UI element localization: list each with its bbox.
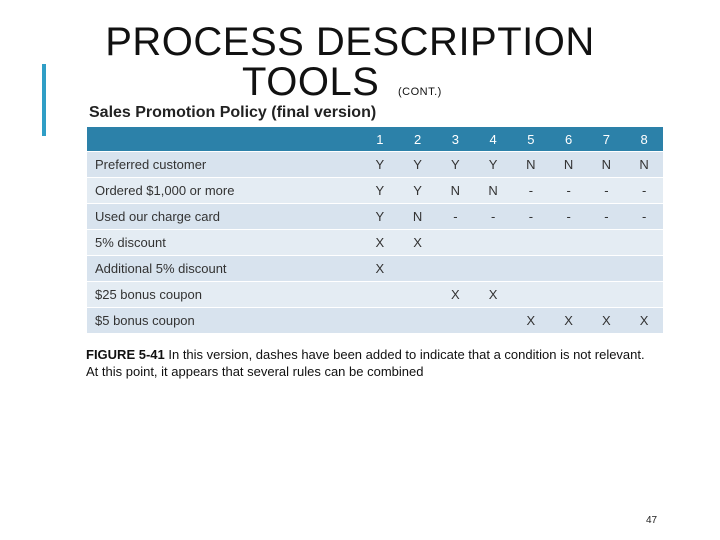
slide-title-line1: PROCESS DESCRIPTION xyxy=(105,20,595,64)
rule-cell xyxy=(588,256,626,282)
rule-header: 1 xyxy=(361,127,399,152)
table-row xyxy=(87,282,663,308)
rule-cell: X xyxy=(588,308,626,334)
table-title: Sales Promotion Policy (final version) xyxy=(89,104,377,121)
rule-cell xyxy=(437,308,475,334)
rule-cell: N xyxy=(437,178,475,204)
rule-cell: - xyxy=(512,204,550,230)
rule-cell: - xyxy=(588,204,626,230)
rule-cell: - xyxy=(437,204,475,230)
table-body xyxy=(87,152,663,334)
rule-cell: X xyxy=(361,256,399,282)
condition-action-label: $5 bonus coupon xyxy=(87,308,361,334)
page-number: 47 xyxy=(646,515,658,526)
rule-cell xyxy=(512,230,550,256)
table-header-row xyxy=(87,127,663,152)
condition-action-label: Additional 5% discount xyxy=(87,256,361,282)
rule-cell: Y xyxy=(399,152,437,178)
rule-cell: N xyxy=(474,178,512,204)
rule-cell xyxy=(625,230,663,256)
table-row xyxy=(87,308,663,334)
rule-cell xyxy=(437,256,475,282)
rule-cell: - xyxy=(512,178,550,204)
rule-cell: X xyxy=(512,308,550,334)
rule-cell xyxy=(550,230,588,256)
rule-cell: - xyxy=(474,204,512,230)
rule-header: 3 xyxy=(437,127,475,152)
rule-cell xyxy=(399,282,437,308)
rule-cell: - xyxy=(550,178,588,204)
rule-cell: - xyxy=(625,204,663,230)
rule-cell: Y xyxy=(399,178,437,204)
rule-cell: N xyxy=(625,152,663,178)
rule-cell: Y xyxy=(361,178,399,204)
decision-table-container xyxy=(87,127,663,333)
slide-title-line2: TOOLS xyxy=(242,60,380,104)
rule-cell xyxy=(474,230,512,256)
rule-cell xyxy=(512,256,550,282)
rule-cell: X xyxy=(625,308,663,334)
rule-cell xyxy=(437,230,475,256)
rule-cell xyxy=(550,282,588,308)
rule-cell: X xyxy=(550,308,588,334)
rule-cell: N xyxy=(399,204,437,230)
rule-header: 7 xyxy=(588,127,626,152)
rule-cell: - xyxy=(550,204,588,230)
rule-header: 8 xyxy=(625,127,663,152)
condition-action-label: Preferred customer xyxy=(87,152,361,178)
table-row xyxy=(87,256,663,282)
table-row xyxy=(87,178,663,204)
rule-cell xyxy=(588,282,626,308)
rule-header: 2 xyxy=(399,127,437,152)
rule-cell: - xyxy=(588,178,626,204)
rule-cell xyxy=(512,282,550,308)
table-row xyxy=(87,230,663,256)
rule-cell: Y xyxy=(474,152,512,178)
condition-action-label: 5% discount xyxy=(87,230,361,256)
slide-title-suffix: (CONT.) xyxy=(398,86,442,98)
rule-cell xyxy=(625,256,663,282)
rule-cell xyxy=(550,256,588,282)
rule-cell xyxy=(625,282,663,308)
rule-header: 6 xyxy=(550,127,588,152)
rule-cell: X xyxy=(361,230,399,256)
rule-cell: Y xyxy=(437,152,475,178)
caption-text: In this version, dashes have been added to indicate that a condition is not relevant. At this point, it appears that several rules can be combined xyxy=(86,347,645,379)
rule-cell xyxy=(361,308,399,334)
rule-cell: Y xyxy=(361,152,399,178)
figure-label: FIGURE 5-41 xyxy=(86,347,165,362)
table-row xyxy=(87,152,663,178)
header-label-cell xyxy=(87,127,361,152)
rule-cell: N xyxy=(550,152,588,178)
rule-cell xyxy=(361,282,399,308)
condition-action-label: Ordered $1,000 or more xyxy=(87,178,361,204)
rule-cell xyxy=(474,308,512,334)
condition-action-label: $25 bonus coupon xyxy=(87,282,361,308)
accent-bar xyxy=(42,64,46,136)
figure-caption xyxy=(86,346,646,380)
rule-cell xyxy=(399,256,437,282)
rule-cell: N xyxy=(588,152,626,178)
rule-cell: X xyxy=(399,230,437,256)
rule-cell: Y xyxy=(361,204,399,230)
rule-header: 5 xyxy=(512,127,550,152)
decision-table xyxy=(87,127,663,333)
rule-cell: X xyxy=(437,282,475,308)
rule-cell: - xyxy=(625,178,663,204)
rule-cell xyxy=(399,308,437,334)
rule-cell xyxy=(474,256,512,282)
rule-header: 4 xyxy=(474,127,512,152)
rule-cell xyxy=(588,230,626,256)
rule-cell: X xyxy=(474,282,512,308)
table-row xyxy=(87,204,663,230)
condition-action-label: Used our charge card xyxy=(87,204,361,230)
rule-cell: N xyxy=(512,152,550,178)
